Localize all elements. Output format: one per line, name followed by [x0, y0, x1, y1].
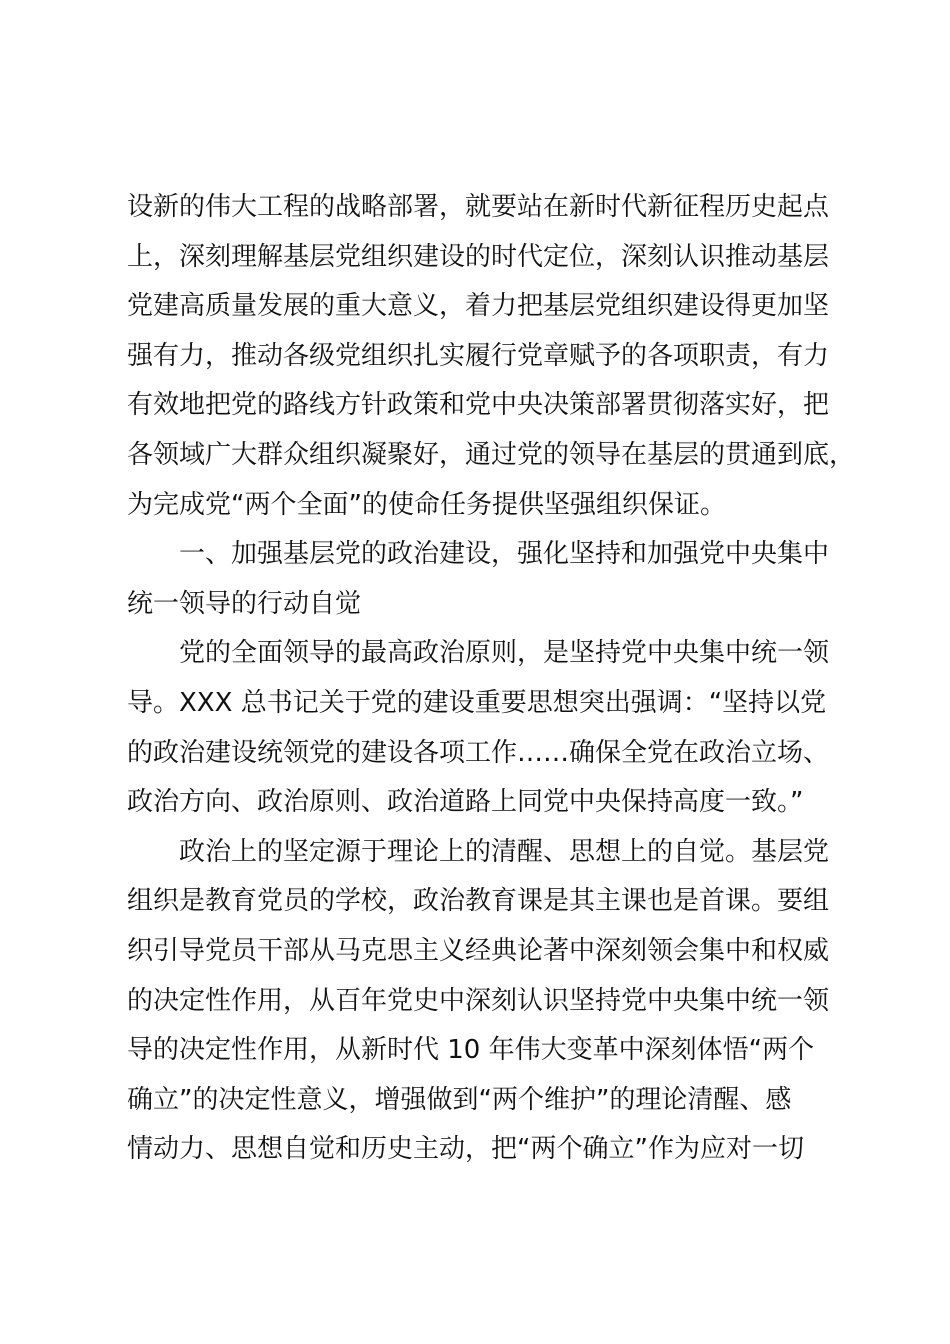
text-line: 确立”的决定性意义，增强做到“两个维护”的理论清醒、感: [127, 1084, 792, 1115]
document-body: [127, 183, 856, 1175]
text-line: 设新的伟大工程的战略部署，就要站在新时代新征程历史起点: [127, 192, 830, 222]
paragraph-continuation: [127, 183, 856, 530]
paragraph-principle: [127, 629, 833, 827]
text-line: 导。XXX 总书记关于党的建设重要思想突出强调：“坚持以党: [127, 687, 827, 718]
text-line: 党建高质量发展的重大意义，着力把基层党组织建设得更加坚: [127, 291, 830, 322]
text-line: 织引导党员干部从马克思主义经典论著中深刻领会集中和权威: [127, 935, 830, 966]
text-line: 政治方向、政治原则、政治道路上同党中央保持高度一致。”: [127, 787, 804, 818]
text-line: 各领域广大群众组织凝聚好，通过党的领导在基层的贯通到底，: [127, 439, 856, 470]
heading-line: 一、加强基层党的政治建设，强化坚持和加强党中央集中: [179, 539, 830, 570]
text-line: 导的决定性作用，从新时代 10 年伟大变革中深刻体悟“两个: [127, 1035, 815, 1066]
text-line: 党的全面领导的最高政治原则，是坚持党中央集中统一领: [179, 638, 830, 669]
text-line: 为完成党“两个全面”的使命任务提供坚强组织保证。: [127, 489, 726, 520]
section-heading: [127, 530, 833, 629]
paragraph-education: [127, 828, 833, 1175]
text-line: 的政治建设统领党的建设各项工作……确保全党在政治立场、: [127, 737, 830, 768]
text-line: 上，深刻理解基层党组织建设的时代定位，深刻认识推动基层: [127, 241, 830, 272]
text-line: 的决定性作用，从百年党史中深刻认识坚持党中央集中统一领: [127, 985, 830, 1016]
text-line: 情动力、思想自觉和历史主动，把“两个确立”作为应对一切: [127, 1134, 804, 1165]
text-line: 政治上的坚定源于理论上的清醒、思想上的自觉。基层党: [179, 836, 830, 867]
heading-line: 统一领导的行动自觉: [127, 588, 362, 619]
text-line: 强有力，推动各级党组织扎实履行党章赋予的各项职责，有力: [127, 340, 830, 371]
text-line: 组织是教育党员的学校，政治教育课是其主课也是首课。要组: [127, 886, 830, 917]
text-line: 有效地把党的路线方针政策和党中央决策部署贯彻落实好，把: [127, 390, 830, 421]
